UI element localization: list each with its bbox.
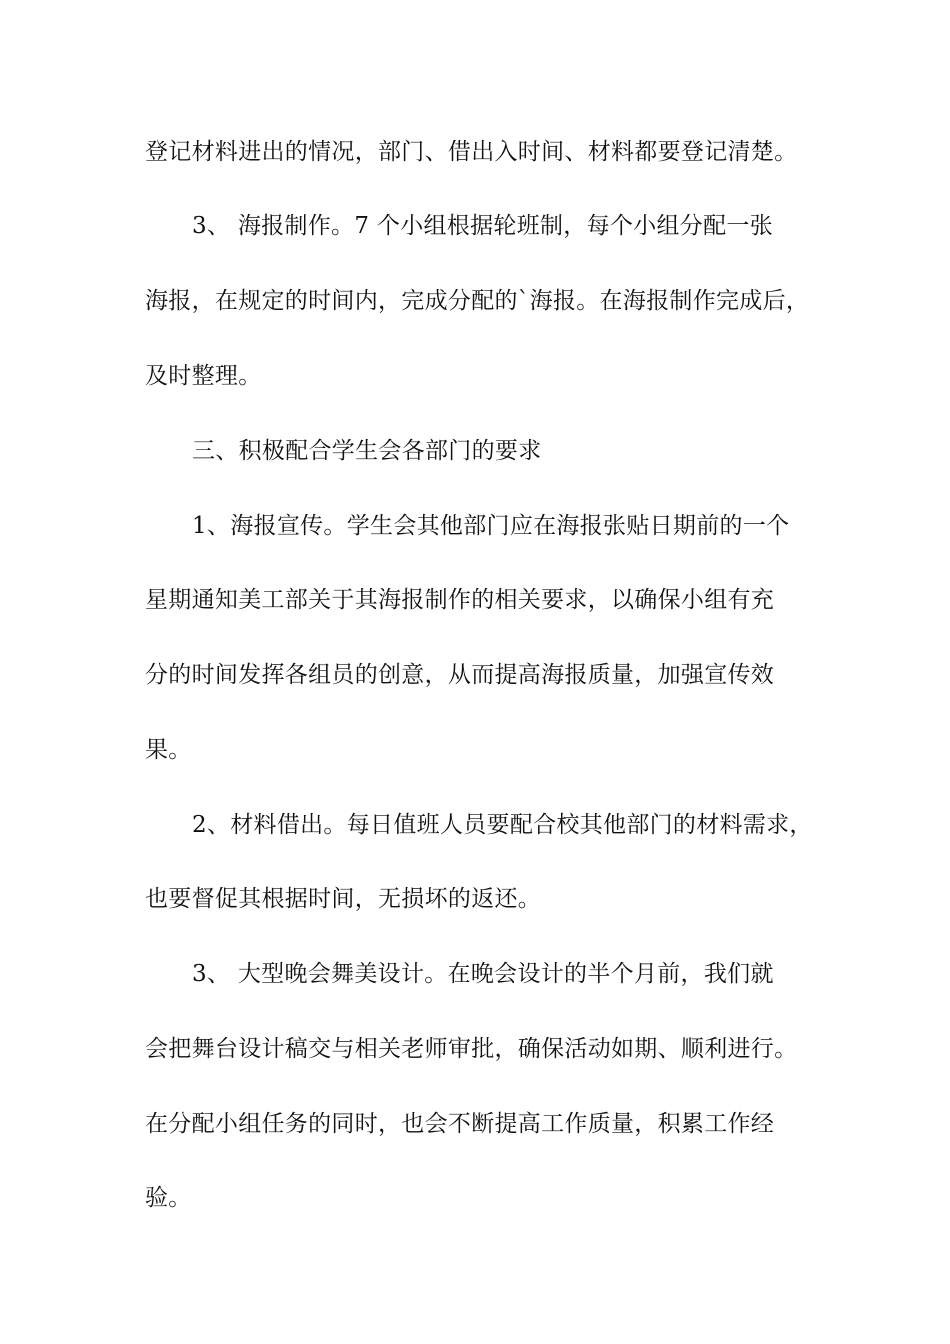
text-line: 3、 海报制作。7 个小组根据轮班制，每个小组分配一张 bbox=[192, 213, 773, 239]
text-line: 会把舞台设计稿交与相关老师审批，确保活动如期、顺利进行。 bbox=[145, 1036, 798, 1062]
text-line: 验。 bbox=[145, 1185, 192, 1211]
text-line: 及时整理。 bbox=[145, 363, 262, 389]
text-line: 2、材料借出。每日值班人员要配合校其他部门的材料需求， bbox=[192, 812, 813, 838]
text-line: 海报，在规定的时间内，完成分配的`海报。在海报制作完成后， bbox=[145, 288, 810, 314]
text-line: 果。 bbox=[145, 737, 192, 763]
section-heading: 三、积极配合学生会各部门的要求 bbox=[192, 438, 542, 464]
text-line: 星期通知美工部关于其海报制作的相关要求，以确保小组有充 bbox=[145, 587, 775, 613]
text-line: 1、海报宣传。学生会其他部门应在海报张贴日期前的一个 bbox=[192, 513, 790, 539]
text-line: 在分配小组任务的同时，也会不断提高工作质量，积累工作经 bbox=[145, 1111, 775, 1137]
text-line: 分的时间发挥各组员的创意，从而提高海报质量，加强宣传效 bbox=[145, 662, 775, 688]
text-line: 也要督促其根据时间，无损坏的返还。 bbox=[145, 886, 542, 912]
text-line: 3、 大型晚会舞美设计。在晚会设计的半个月前，我们就 bbox=[192, 961, 774, 987]
text-line: 登记材料进出的情况，部门、借出入时间、材料都要登记清楚。 bbox=[145, 139, 798, 165]
